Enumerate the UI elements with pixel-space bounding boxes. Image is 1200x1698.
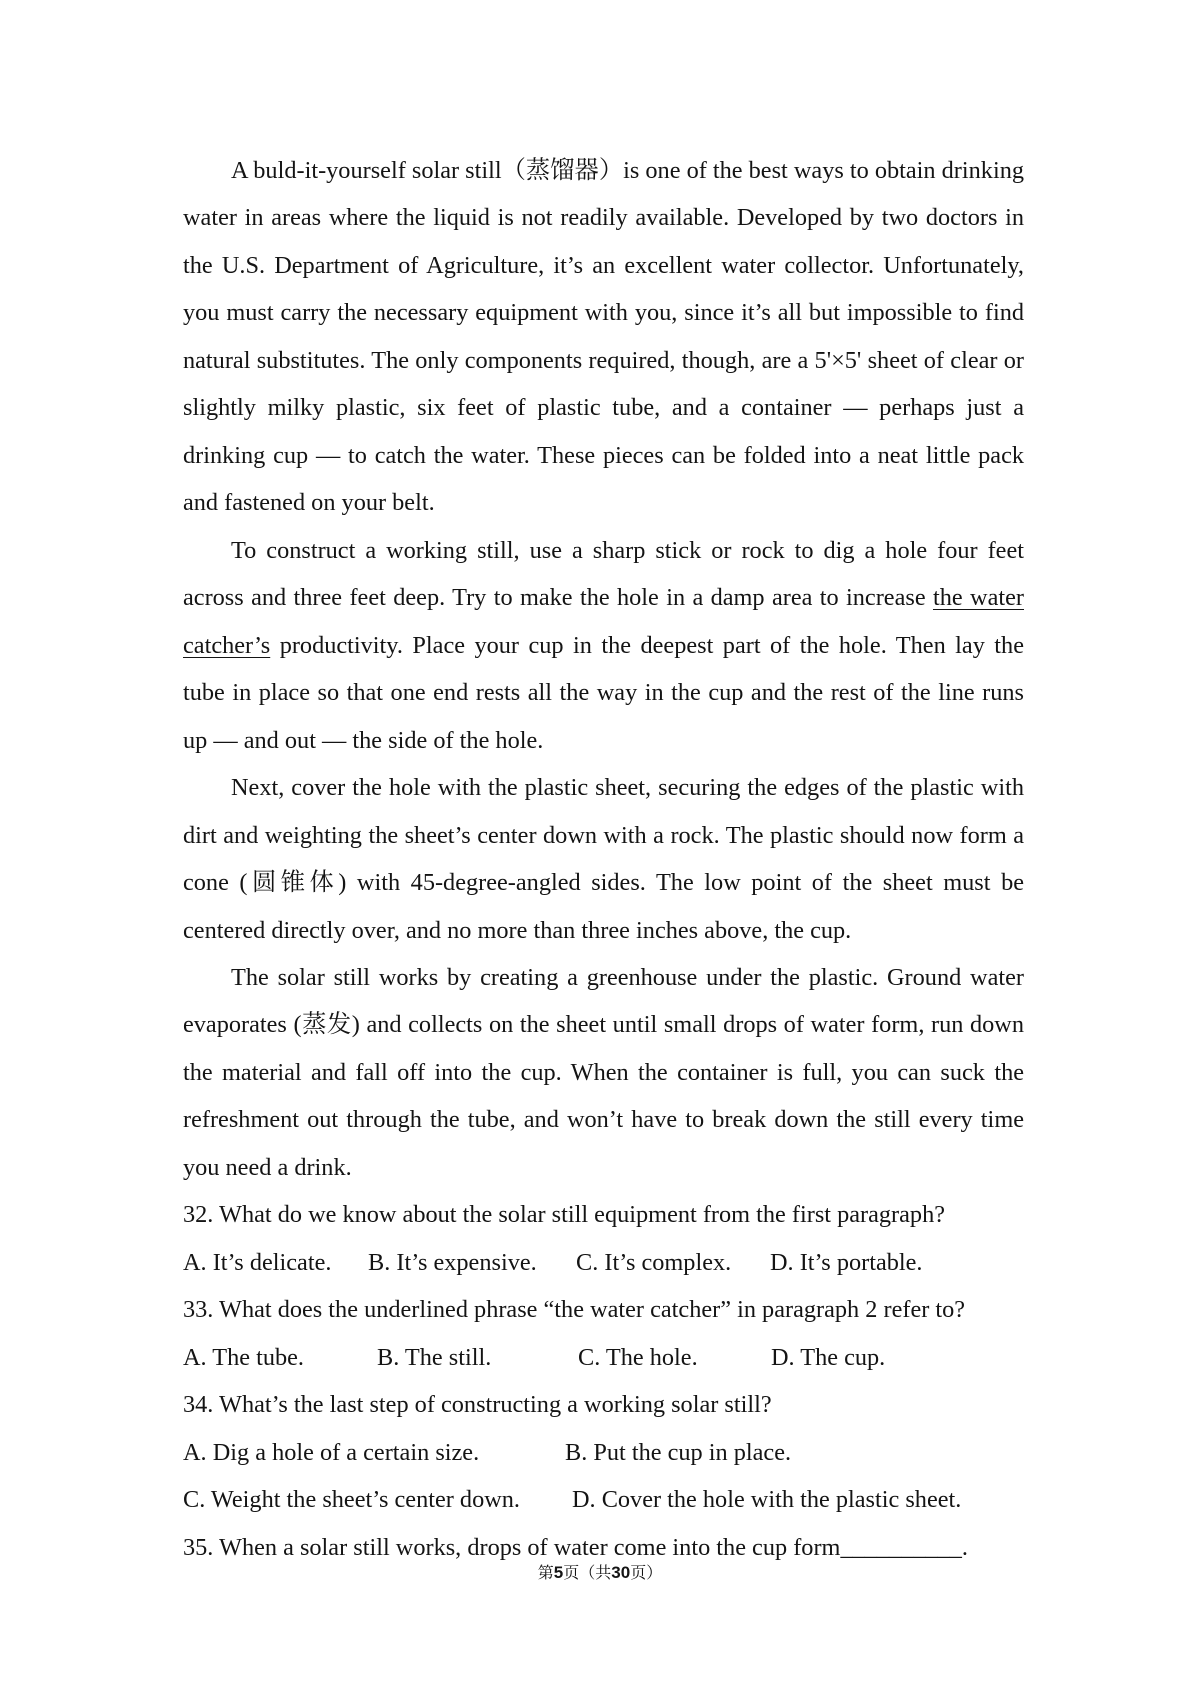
option-33-b: B. The still. bbox=[377, 1343, 492, 1371]
footer-prefix: 第 bbox=[537, 1563, 554, 1582]
option-32-b: B. It’s expensive. bbox=[368, 1248, 537, 1276]
option-34-b: B. Put the cup in place. bbox=[565, 1438, 792, 1466]
question-34-options-row-1 bbox=[183, 1429, 1024, 1476]
paragraph-2 bbox=[183, 527, 1024, 764]
page-number: 5 bbox=[553, 1563, 564, 1582]
underlined-phrase: the water catcher’s bbox=[183, 584, 1024, 659]
paragraph-1: A buld-it-yourself solar still（蒸馏器）is one of the best ways to obtain drinking water in areas where the liquid is not readily available. Developed by two doctors in the U.S. Department of Agriculture, it’s an excellent water collector. Unfortunately, you must carry the necessary equipment with you, since it’s all but impossible to find natural substitutes. The only components required, though, are a 5'×5' sheet of clear or slightly milky plastic, six feet of plastic tube, and a container — perhaps just a drinking cup — to catch the water. These pieces can be folded into a neat little pack and fastened on your belt. bbox=[183, 157, 1024, 517]
option-34-d: D. Cover the hole with the plastic sheet. bbox=[572, 1486, 962, 1514]
paragraph-4: The solar still works by creating a greenhouse under the plastic. Ground water evaporates (蒸发) and collects on the sheet until small drops of water form, run down the material and fall off into the cup. When the container is full, you can suck the refreshment out through the tube, and won’t have to break down the still every time you need a drink. bbox=[183, 963, 1024, 1181]
exam-page-content bbox=[183, 147, 1024, 1571]
option-33-d: D. The cup. bbox=[771, 1343, 886, 1371]
option-34-c: C. Weight the sheet’s center down. bbox=[183, 1486, 521, 1514]
question-32-options bbox=[183, 1239, 1024, 1286]
question-33-stem: 33. What does the underlined phrase “the water catcher” in paragraph 2 refer to? bbox=[183, 1296, 966, 1324]
question-35-stem: 35. When a solar still works, drops of water come into the cup form__________. bbox=[183, 1533, 968, 1561]
question-34 bbox=[183, 1381, 1024, 1523]
option-32-c: C. It’s complex. bbox=[576, 1248, 732, 1276]
question-34-stem: 34. What’s the last step of constructing a working solar still? bbox=[183, 1391, 772, 1419]
question-33-options bbox=[183, 1334, 1024, 1381]
total-pages: 30 bbox=[611, 1563, 631, 1582]
question-32-stem: 32. What do we know about the solar still equipment from the first paragraph? bbox=[183, 1201, 946, 1229]
footer-middle: 页（共 bbox=[563, 1563, 612, 1582]
option-34-a: A. Dig a hole of a certain size. bbox=[183, 1438, 480, 1466]
footer-suffix: 页） bbox=[630, 1563, 663, 1582]
paragraph-2-before: To construct a working still, use a sharp stick or rock to dig a hole four feet across and three feet deep. Try to make the hole in a damp area to increase bbox=[183, 536, 1024, 612]
option-32-a: A. It’s delicate. bbox=[183, 1248, 332, 1276]
option-33-a: A. The tube. bbox=[183, 1343, 305, 1371]
question-34-options-row-2 bbox=[183, 1476, 1024, 1523]
option-33-c: C. The hole. bbox=[578, 1343, 698, 1371]
paragraph-3: Next, cover the hole with the plastic sheet, securing the edges of the plastic with dirt and weighting the sheet’s center down with a rock. The plastic should now form a cone (圆锥体) with 45-degree-angled sides. The low point of the sheet must be centered directly over, and no more than three inches above, the cup. bbox=[183, 774, 1024, 944]
question-33 bbox=[183, 1286, 1024, 1381]
paragraph-2-after: productivity. Place your cup in the deepest part of the hole. Then lay the tube in place so that one end rests all the way in the cup and the rest of the line runs up — and out — the side of the hole. bbox=[183, 631, 1024, 754]
option-32-d: D. It’s portable. bbox=[770, 1248, 923, 1276]
page-footer bbox=[0, 1562, 1200, 1584]
question-32 bbox=[183, 1191, 1024, 1286]
